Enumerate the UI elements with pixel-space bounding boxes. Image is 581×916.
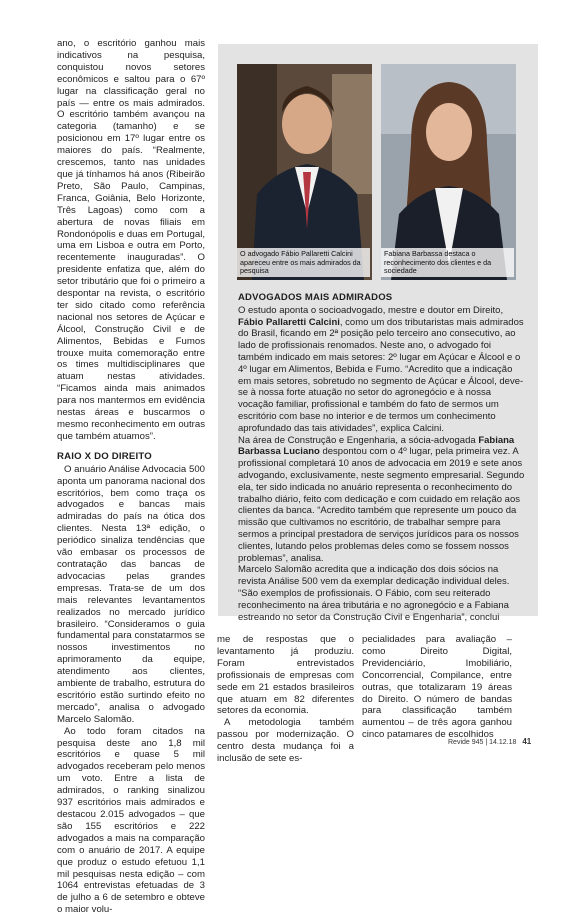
left-paragraph-1: ano, o escritório ganhou mais indicativos na pesquisa, conquistou novos setores econômicos e saltou para o 67º lugar na classificação geral no país — entre os mais admirados. O escritório também avançou na categoria (tamanho) e se posicionou em 17º lugar entre os maiores do país. “Realmente, crescemos, tanto nas unidades que já tínhamos há anos (Ribeirão Preto, São Paulo, Campinas, Franca, Goiânia, Belo Horizonte, Três Lagoas) como com a abertura de novas filiais em Rondonópolis e duas em Portugal, uma em Lisboa e outra em Porto, recentemente inauguradas”. O presidente enfatiza que, além do setor tributário que foi o primeiro a despontar na revista, o escritório ter sido citado como referência nacional nos setores de Açúcar e Álcool, Construção Civil e de Alimentos, Bebidas e Fumos trouxe muita comemoração entre os times multidisciplinares que atuam nestas atividades. “Ficamos ainda mais animados para nos mantermos em evidência nestas áreas e buscarmos o mesmo reconhecimento em outras que também atuamos”. — [57, 38, 205, 442]
left-paragraph-2: O anuário Análise Advocacia 500 aponta um panorama nacional dos escritórios, bem como traça os advogados e bancas mais admiradas do país na ótica dos clientes. Nesta 13ª edição, o periódico sinaliza tendências que vão embasar os processos de contratação das bancas de advocacias pelas grandes empresas. Trata-se de um dos mais relevantes levantamentos realizados no mercado jurídico brasileiro. “Consideramos o guia fundamental para constatarmos se nossos investimentos no aprimoramento da equipe, atendimento aos clientes, ambiente de trabalho, estrutura do escritório estão surtindo efeito no mercado”, analisa o advogado Marcelo Salomão. — [57, 463, 205, 725]
bottom-paragraph-2: A metodologia também passou por modernização. O centro desta mudança foi a inclusão de sete es- — [217, 717, 354, 765]
box-text — [238, 292, 525, 623]
box-p2-text-a: Na área de Construção e Engenharia, a sócia-advogada — [238, 434, 479, 446]
bottom-paragraph-1: me de respostas que o levantamento já produziu. Foram entrevistados profissionais de empresas com sede em 21 estados brasileiros que atuam em 82 diferentes setores da economia. — [217, 634, 354, 717]
box-paragraph-3: Marcelo Salomão acredita que a indicação dos dois sócios na revista Análise 500 vem da exemplar dedicação individual deles. “São exemplos de profissionais. O Fábio, com seu reiterado reconhecimento na área tributária e no agronegócio e a Fabiana estreando no setor da Construção Civil e Engenharia”, conclui — [238, 564, 510, 623]
left-paragraph-3: Ao todo foram citados na pesquisa deste ano 1,8 mil escritórios e quase 5 mil advogados receberam pelo menos um voto. Entre a lista de admirados, o ranking sinalizou 937 escritórios mais admirados e destacou 2.015 advogados – que são 155 escritórios e 222 advogados a mais na comparação com o anuário de 2017. A equipe que produz o estudo efetuou 1,1 mil pesquisas nesta edição – com 1064 entrevistas efetuadas de 3 de julho a 6 de setembro e obteve o maior volu- — [57, 725, 205, 916]
bottom-column-2 — [362, 634, 512, 741]
footer-edition: Revide 945 | 14.12.18 — [448, 739, 517, 746]
box-paragraph-2 — [238, 435, 525, 565]
left-column — [57, 38, 205, 916]
box-paragraph-1 — [238, 305, 525, 435]
photo-fabio-calcini — [237, 64, 372, 280]
page-number: 41 — [522, 737, 532, 746]
bottom-column-1 — [217, 634, 354, 765]
caption-photo-2: Fabiana Barbassa destaca o reconhecimento dos clientes e da sociedade — [381, 248, 514, 277]
box-p2-text-b: despontou com o 4º lugar, pela primeira vez. A profissional completará 10 anos de advocacia em 2019 e sete anos advogando, exclusivamente, neste segmento empresarial. Segundo ela, ter sido indicada no anuário representa o reconhecimento do trabalho diário, feito com dedicação e com cuidado em relação aos clientes da banca. “Acredito também que represente um pouco da missão que cultivamos no escritório, de trabalhar sempre para sermos a principal prestadora de serviços jurídicos para os nossos clientes, lutando pelos problemas deles como se fossem nossos problemas”, analisa. — [238, 446, 525, 564]
page-footer — [448, 737, 531, 746]
box-p2-name: Fabiana Barbassa Luciano — [238, 434, 515, 458]
box-p1-name: Fábio Pallaretti Calcini — [238, 316, 340, 328]
section-heading-advogados: ADVOGADOS MAIS ADMIRADOS — [238, 292, 393, 303]
bottom-paragraph-3: pecialidades para avaliação – como Direito Digital, Previdenciário, Imobiliário, Concorrencial, Compilance, entre outras, que totalizaram 19 áreas do Direito. O número de bandas para classificação também aumentou – de três agora ganhou cinco patamares de escolhidos — [362, 634, 512, 741]
box-p1-text-b: , como um dos tributaristas mais admirados do Brasil, ficando em 2ª posição pelo terceiro ano consecutivo, ao lado de profissionais renomados. Neste ano, o advogado foi também indicado em mais setores: 2º lugar em Açúcar e Álcool e o 4º lugar em Alimentos, Bebida e Fumo. “Acredito que a indicação em mais setores, sobretudo no segmento de Açúcar e Álcool, deve-se à nossa forte atuação no setor do agronegócio e à nossa vocação familiar, profissional e também do fato de sermos um escritório com base no interior e de termos um conhecimento aprofundado das tais atividades”, explica Calcini. — [238, 316, 524, 434]
box-p1-text-a: O estudo aponta o socioadvogado, mestre e doutor em Direito, — [238, 304, 504, 316]
section-heading-raio-x: RAIO X DO DIREITO — [57, 450, 152, 462]
caption-photo-1: O advogado Fábio Pallaretti Calcini apareceu entre os mais admirados da pesquisa — [237, 248, 370, 277]
photo-fabiana-barbassa — [381, 64, 516, 280]
